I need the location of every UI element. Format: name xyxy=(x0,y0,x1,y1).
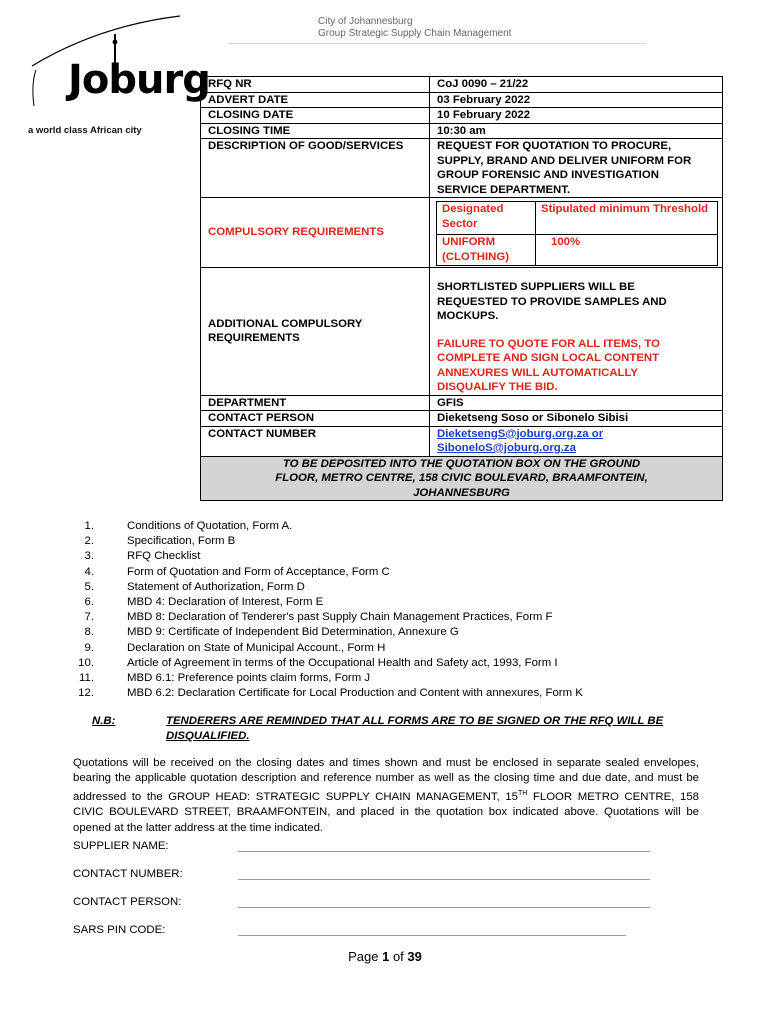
threshold-header: Stipulated minimum Threshold xyxy=(536,202,718,235)
advert-date-label: ADVERT DATE xyxy=(201,92,430,108)
list-item: 12. MBD 6.2: Declaration Certificate for Local Production and Content with annexures, Form K xyxy=(78,687,583,700)
header-city: City of Johannesburg xyxy=(318,16,413,27)
nb-label: N.B: xyxy=(92,715,116,727)
list-item: 2. Specification, Form B xyxy=(84,535,236,548)
list-item: 4. Form of Quotation and Form of Acceptance, Form C xyxy=(84,565,390,578)
logo-wordmark: Joburg xyxy=(68,57,210,103)
table-row xyxy=(201,139,723,198)
compulsory-requirements-label: COMPULSORY REQUIREMENTS xyxy=(201,198,430,268)
table-row xyxy=(201,411,723,427)
sars-pin-field xyxy=(73,924,165,936)
contact-person-label: CONTACT PERSON xyxy=(201,411,430,427)
contact-person-field-label: CONTACT PERSON: xyxy=(73,896,182,908)
table-row xyxy=(201,92,723,108)
sars-pin-line[interactable] xyxy=(238,935,626,936)
table-row xyxy=(437,202,718,235)
table-row xyxy=(201,426,723,456)
list-item: 8. MBD 9: Certificate of Independent Bid Determination, Annexure G xyxy=(84,626,459,639)
list-item: 1. Conditions of Quotation, Form A. xyxy=(84,520,293,532)
list-item: 3. RFQ Checklist xyxy=(84,550,201,563)
designated-sector-header: Designated Sector xyxy=(437,202,536,235)
header-divider xyxy=(228,43,646,44)
contact-number-field xyxy=(73,868,183,880)
table-row xyxy=(201,395,723,411)
closing-date-label: CLOSING DATE xyxy=(201,108,430,124)
document-header xyxy=(318,16,511,40)
threshold-table xyxy=(436,201,718,266)
table-row xyxy=(201,123,723,139)
logo-tagline: a world class African city xyxy=(28,125,142,136)
supplier-name-line[interactable] xyxy=(238,851,650,852)
list-item: 10. Article of Agreement in terms of the Occupational Health and Safety act, 1993, Form I xyxy=(78,656,558,669)
disqualify-warning: FAILURE TO QUOTE FOR ALL ITEMS, TO COMPLETE AND SIGN LOCAL CONTENT ANNEXURES WILL AUTOMATICALLY DISQUALIFY THE BID. xyxy=(437,337,660,393)
rfq-details-table xyxy=(200,76,723,501)
contact-number-line[interactable] xyxy=(238,879,650,880)
additional-requirements-label: ADDITIONAL COMPULSORY REQUIREMENTS xyxy=(201,268,430,396)
forms-list xyxy=(70,519,583,701)
list-item: 9. Declaration on State of Municipal Account., Form H xyxy=(84,641,386,654)
contact-number-label: CONTACT NUMBER xyxy=(201,426,430,456)
table-row xyxy=(437,235,718,266)
description-value: REQUEST FOR QUOTATION TO PROCURE, SUPPLY, BRAND AND DELIVER UNIFORM FOR GROUP FORENSIC AND INVESTIGATION SERVICE DEPARTMENT. xyxy=(430,139,723,198)
description-label: DESCRIPTION OF GOOD/SERVICES xyxy=(201,139,430,198)
contact-emails xyxy=(430,426,723,456)
list-item: 5. Statement of Authorization, Form D xyxy=(84,580,305,593)
contact-person-field xyxy=(73,896,181,908)
closing-date-value: 10 February 2022 xyxy=(430,108,723,124)
rfq-nr-value: CoJ 0090 – 21/22 xyxy=(430,77,723,93)
closing-time-label: CLOSING TIME xyxy=(201,123,430,139)
email-link-dieketseng[interactable]: DieketsengS@joburg.org.za or xyxy=(437,427,604,440)
table-row xyxy=(201,108,723,124)
rfq-nr-label: RFQ NR xyxy=(201,77,430,93)
nb-text: TENDERERS ARE REMINDED THAT ALL FORMS ARE TO BE SIGNED OR THE RFQ WILL BE DISQUALIFIED. xyxy=(166,715,664,742)
sars-pin-label: SARS PIN CODE: xyxy=(73,924,166,936)
contact-number-field-label: CONTACT NUMBER: xyxy=(73,868,183,880)
sector-value: UNIFORM (CLOTHING) xyxy=(437,235,536,266)
email-link-sibonelo[interactable]: SiboneloS@joburg.org.za xyxy=(437,442,576,454)
department-label: DEPARTMENT xyxy=(201,395,430,411)
supplier-name-label: SUPPLIER NAME: xyxy=(73,840,169,852)
table-row xyxy=(201,456,723,501)
list-item: 6. MBD 4: Declaration of Interest, Form E xyxy=(84,596,324,609)
header-department: Group Strategic Supply Chain Management xyxy=(318,28,512,39)
joburg-logo xyxy=(28,14,210,144)
closing-time-value: 10:30 am xyxy=(430,123,723,139)
table-row xyxy=(201,77,723,93)
deposit-instructions: TO BE DEPOSITED INTO THE QUOTATION BOX ON THE GROUND FLOOR, METRO CENTRE, 158 CIVIC BOULEVARD, BRAAMFONTEIN, JOHANNESBURG xyxy=(201,456,723,501)
department-value: GFIS xyxy=(430,395,723,411)
list-item: 11. MBD 6.1: Preference points claim forms, Form J xyxy=(79,672,371,685)
table-row xyxy=(201,268,723,396)
supplier-name-field xyxy=(73,840,169,852)
samples-note: SHORTLISTED SUPPLIERS WILL BE REQUESTED TO PROVIDE SAMPLES AND MOCKUPS. xyxy=(437,281,667,322)
additional-requirements-cell xyxy=(430,268,723,396)
list-item: 7. MBD 8: Declaration of Tenderer's past Supply Chain Management Practices, Form F xyxy=(84,611,553,624)
compulsory-requirements-cell xyxy=(430,198,723,268)
submission-paragraph: Quotations will be received on the closing dates and times shown and must be enclosed in separate sealed envelopes, bearing the applicable quotation description and reference number as well as the closing time and due date, and must be addressed to the GROUP HEAD: STRATEGIC SUPPLY CHAIN MANAGEMENT, 15TH FLOOR METRO CENTRE, 158 CIVIC BOULEVARD STREET, BRAAMFONTEIN, and placed in the quotation box indicated above. Quotations will be opened at the latter address at the time indicated. xyxy=(73,757,699,834)
advert-date-value: 03 February 2022 xyxy=(430,92,723,108)
contact-person-value: Dieketseng Soso or Sibonelo Sibisi xyxy=(430,411,723,427)
page-number: Page 1 of 39 xyxy=(348,949,422,964)
table-row xyxy=(201,198,723,268)
contact-person-line[interactable] xyxy=(238,907,650,908)
threshold-value: 100% xyxy=(536,235,718,266)
